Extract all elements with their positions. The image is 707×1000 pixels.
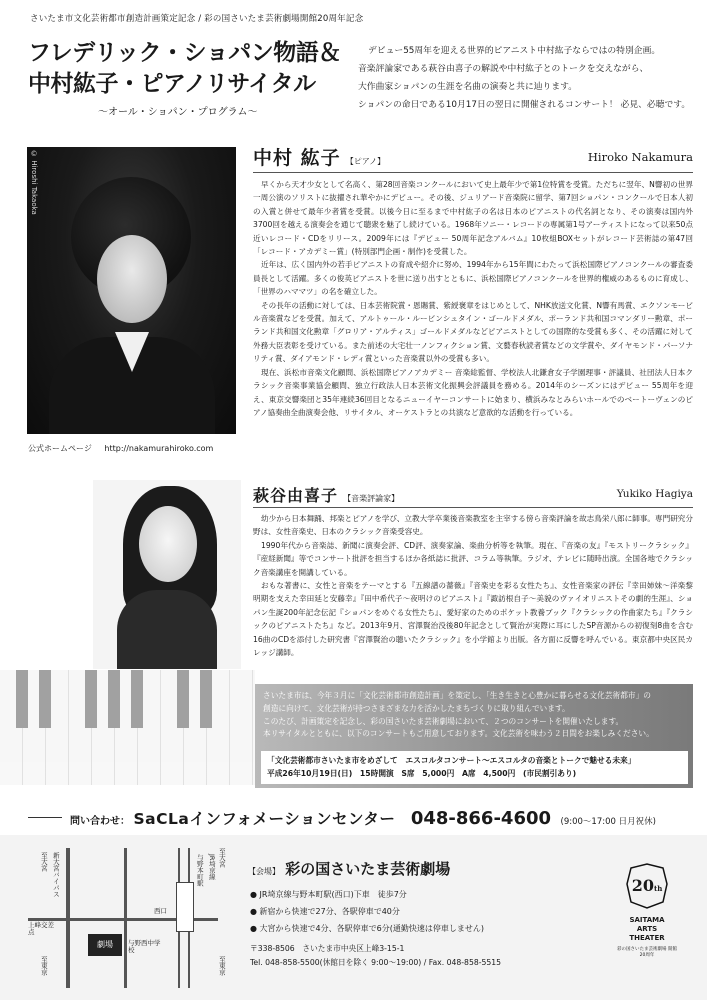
black-key [16, 670, 28, 728]
divider [253, 172, 693, 173]
black-key [200, 670, 212, 728]
logo-text: SAITAMA ARTS THEATER [629, 916, 665, 942]
bio-paragraph: 現在、浜松市音楽文化顧問、浜松国際ピアノアカデミー 音楽総監督、学校法人北鎌倉女子学園理事・評議員、社団法人日本クラシック音楽事業協会顧問、独立行政法人日本芸術文化振興会評議員を務める。2014年のシーズンにはデビュー 55周年を迎え、東京交響楽団と35年連続36回目となるニューイヤーコンサートに始まり、横浜みなとみらいホールでのベートーヴェンのピアノ協奏曲全曲演奏会他、リサイタル、オーケストラとの共演など意欲的な活動を行っている。 [253, 367, 693, 417]
map-label-north-rail: 至大宮 [217, 848, 226, 868]
notice-line: このたび、計画策定を記念し、彩の国さいたま芸術劇場において、２つのコンサートを開催いたします。 [263, 716, 624, 726]
venue-contact: Tel. 048-858-5500(休館日を除く 9:00〜19:00) / Fax. 048-858-5515 [250, 958, 502, 967]
black-key [108, 670, 120, 728]
performer1-role: 【ピアノ】 [345, 157, 386, 166]
homepage-url[interactable]: http://nakamurahiroko.com [104, 444, 214, 453]
access-item: ● JR埼京線与野本町駅(西口)下車 徒歩7分 [250, 890, 407, 899]
map-label-west-exit: 西口 [154, 907, 167, 915]
bio-paragraph: 早くから天才少女として名高く、第28回音楽コンクールにおいて史上最年少で第1位特賞を受賞。ただちに翌年、N響初の世界一周公演のソリストに抜擢され華やかにデビュー。その後、ジュリアード音楽院に留学、第7回ショパン・コンクールで日本人初の入賞と併せて最年少者賞を受賞。以後今日に至るまで中村紘子の名は日本のピアニストの代名詞となり、その演奏は国内外3700回を越える演奏会を通じて聴衆を魅了し続けている。1968年ソニー・レコードの専属第1号アーティストになって以来50点近いレコード・CDをリリース。2009年には『デビュー 50周年記念アルバム』10枚組BOXセットがレコード芸術誌の第47回「レコード・アカデミー賞」(特別部門企画・制作)を受賞した。 [253, 180, 693, 257]
concert-details: 平成26年10月19日(日) 15時開演 S席 5,000円 A席 4,500円 (市民割引あり) [267, 769, 577, 778]
bio-paragraph: 近年は、広く国内外の若手ピアニストの育成や紹介に努め、1994年から15年間にわたって浜松国際ピアノコンクールの審査委員長として活躍。多くの俊英ピアニストを世に送り出すとともに、浜松国際ピアノコンクールを世界的権威のあるものに育成し、「世界のハママツ」の名を確立した。 [253, 260, 693, 297]
venue-address [250, 942, 501, 970]
performer2-roman: Yukiko Hagiya [616, 488, 693, 500]
performer2-bio [253, 512, 693, 659]
access-item: ● 新宿から快速で27分、各駅停車で40分 [250, 907, 400, 916]
logo-number: 20th [631, 876, 663, 895]
inquiry-label: 問い合わせ： [70, 816, 130, 827]
title-line-2: 中村紘子・ピアノリサイタル [28, 71, 316, 97]
map-label-station: 与野本町駅 [195, 854, 204, 887]
black-key [85, 670, 97, 728]
bio-paragraph: その長年の活動に対しては、日本芸術院賞・恩賜賞、紫綬褒章をはじめとして、NHK放送文化賞、N響有馬賞、エクソンモービル音楽賞などを受賞。加えて、アルトゥール・ルービンシュタイン・ゴールドメダル、ポーランド共和国コマンダリー勲章、ポーランド共和国文化勲章「グロリア・アルティス」ゴールドメダルなどピアニストとしての国際的な受賞も多く、その活躍に対して外務大臣表彰を受けている。また前述の大宅壮一ノンフィクション賞、文藝春秋読者賞などの文学賞や、ダイヤモンド・パーソナリティ賞、ダイアモンド・レディ賞といった音楽賞以外の受賞も多い。 [253, 300, 693, 364]
map-label-intersection: 上峰交差点 [28, 921, 54, 937]
notice-line: さいたま市は、今年３月に「文化芸術都市創造計画」を策定し、「生き生きと心豊かに暮らせる文化芸術都市」の [263, 691, 651, 700]
theater-logo [617, 862, 677, 967]
intro-line: 音楽評論家である萩谷由喜子の解説や中村紘子とのトークを交えながら、 [358, 64, 649, 74]
access-list [250, 886, 484, 937]
piano-keys-decoration [0, 670, 255, 785]
performer1-bio [253, 178, 693, 419]
plan-notice-text [263, 690, 688, 741]
logo-small-text: 彩の国さいたま芸術劇場 開館20周年 [617, 947, 677, 958]
homepage-label: 公式ホームページ [28, 444, 92, 453]
face-shape [97, 235, 167, 323]
performer1-name: 中村 紘子 [253, 147, 341, 169]
subtitle: 〜オール・ショパン・プログラム〜 [98, 107, 258, 118]
top-shape [117, 590, 217, 669]
portrait-yukiko-hagiya [93, 480, 241, 669]
concert-info-box [261, 751, 688, 784]
inquiry-center: SaCLaインフォメーションセンター [133, 810, 396, 828]
performer2-header [253, 483, 693, 506]
postal-address: 〒338-8506 さいたま市中央区上峰3-15-1 [250, 944, 405, 953]
photo-credit: © Hiroshi Takaoka [30, 150, 38, 215]
black-key [177, 670, 189, 728]
venue-marker: 劇場 [88, 934, 122, 956]
venue-bracket: 【会場】 [248, 867, 280, 876]
area-map [28, 848, 228, 988]
map-label-south-rail: 至東京 [217, 956, 226, 976]
performer1-header [253, 143, 693, 170]
title-line-1: フレデリック・ショパン物語＆ [28, 40, 341, 66]
local-road [124, 848, 127, 988]
bio-paragraph: 1990年代から音楽誌、新聞に演奏会評、CD評、演奏家論、楽曲分析等を執筆。現在、『音楽の友』『モストリークラシック』『産経新聞』等でコンサート批評を担当するほか各紙誌に批評、コラム等執筆。ラジオ、テレビに随時出演。全国各地でクラシック音楽講座を開講している。 [253, 540, 693, 577]
access-item: ● 大宮から快速で4分、各駅停車で6分(通勤快速は停車しません) [250, 924, 484, 933]
performer1-roman: Hiroko Nakamura [587, 150, 693, 164]
inquiry-hours: (9:00〜17:00 日月祝休) [560, 817, 656, 827]
face-shape [139, 506, 197, 582]
intro-line: デビュー55周年を迎える世界的ピアニスト中村紘子ならではの特別企画。 [368, 46, 661, 56]
venue-title: 彩の国さいたま芸術劇場 [285, 860, 451, 878]
portrait-hiroko-nakamura [27, 147, 236, 434]
map-label-line: JR埼京線 [207, 854, 216, 880]
bio-paragraph: 幼少から日本舞踊、邦楽とピアノを学び、立教大学卒業後音楽教室を主宰する傍ら音楽評論を故志鳥栄八郎に師事。専門研究分野は、女性音楽史、日本のクラシック音楽受容史。 [253, 514, 693, 537]
divider [28, 817, 62, 818]
map-label-south: 至東京 [39, 956, 48, 976]
map-label-school: 与野西中学校 [128, 939, 161, 955]
notice-line: 本リサイタルとともに、以下のコンサートもご用意しております。文化芸術を味わう２日間をお楽しみください。 [263, 729, 654, 739]
map-label-north: 至大宮 [39, 852, 48, 872]
map-label-bypass: 新大宮バイパス [51, 852, 60, 898]
concert-title: 「文化芸術都市さいたま市をめざして エスコルタコンサート〜エスコルタの音楽とトークで魅せる未来」 [267, 756, 636, 765]
performer2-name: 萩谷由喜子 [253, 486, 339, 505]
divider [253, 507, 693, 508]
black-key [131, 670, 143, 728]
black-key [39, 670, 51, 728]
station-marker [176, 882, 194, 932]
inquiry-tel[interactable]: 048-866-4600 [410, 808, 552, 829]
intro-line: 大作曲家ショパンの生涯を名曲の演奏と共に辿ります。 [358, 82, 578, 92]
page-title [28, 38, 341, 100]
intro-line: ショパンの命日である10月17日の翌日に開催されるコンサート！ 必見、必聴です。 [358, 100, 691, 110]
top-note: さいたま市文化芸術都市創造計画策定記念 / 彩の国さいたま芸術劇場開館20周年記念 [30, 14, 364, 24]
venue-name [248, 858, 450, 879]
bio-paragraph: おもな著書に、女性と音楽をテーマとする『五線譜の薔薇』『音楽史を彩る女性たち』、女性音楽家の評伝『幸田姉妹〜洋楽黎明期を支えた幸田延と安藤幸』『田中希代子〜夜明けのピアニスト』『諏訪根自子〜美貌のヴァイオリニストその劇的生涯』、ショパン生誕200年記念伝記『ショパンをめぐる女性たち』、愛好家のためのポケット教養ブック『クラシックの作曲家たち』『クラシックのピアニストたち』など。2013年9月、宮澤賢治没後80年記念として賢治が実際に耳にしたSP音源からの初復刻8曲を含む16曲のCDを添付した研究書『宮澤賢治の聴いたクラシック』を小学館より出版。各方面に反響を呼んでいる。東京都中央区民カレッジ講師。 [253, 581, 693, 658]
notice-line: 創造に向けて、文化芸術が持つさまざまな力を活かしたまちづくりに取り組んでいます。 [263, 703, 570, 713]
inquiry-line [28, 807, 698, 829]
performer2-role: 【音楽評論家】 [343, 494, 400, 503]
homepage [28, 443, 213, 454]
intro-text [358, 42, 693, 114]
